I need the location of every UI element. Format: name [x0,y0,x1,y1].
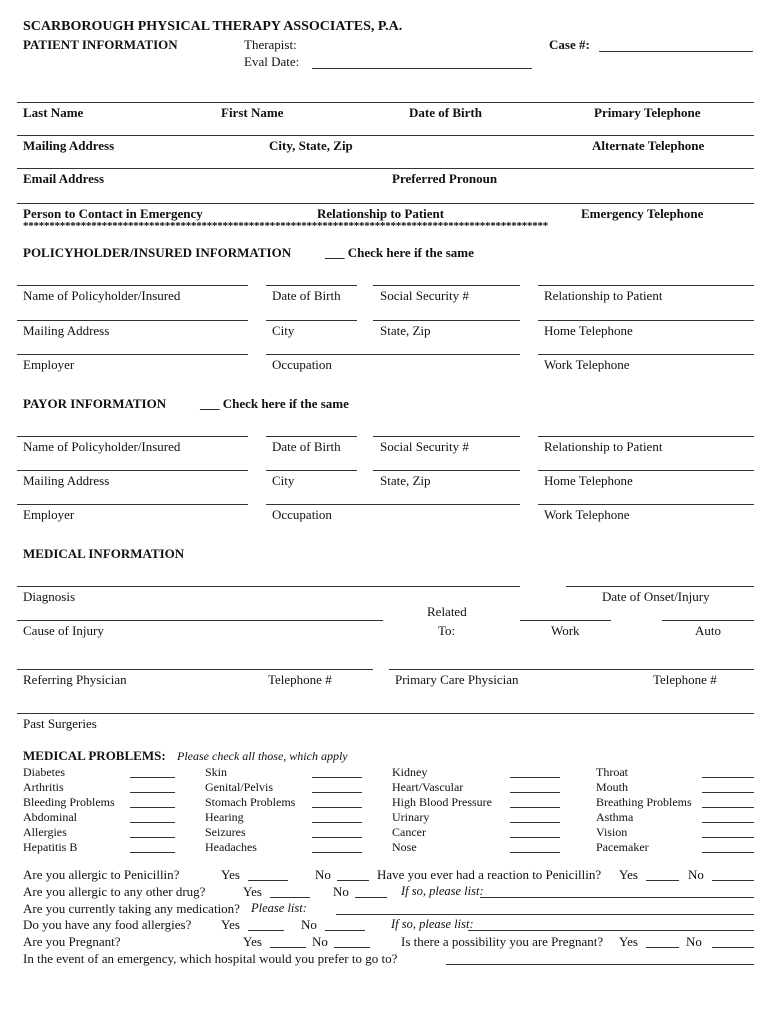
case-label: Case #: [549,37,590,52]
check-headaches[interactable] [312,852,362,853]
q-other-drug-no-field[interactable] [355,897,387,898]
ph-city-line[interactable] [266,320,357,321]
mailing-address-label: Mailing Address [23,138,115,153]
q-reaction-no-label: No [688,867,704,882]
py-mail-line[interactable] [17,470,248,471]
check-mouth[interactable] [702,792,754,793]
practice-name: SCARBOROUGH PHYSICAL THERAPY ASSOCIATES, P.A. [23,19,403,34]
py-homephone-line[interactable] [538,470,754,471]
eval-date-field[interactable] [312,68,532,69]
referring-phone-label: Telephone # [268,672,332,687]
check-vision[interactable] [702,837,754,838]
ph-employer-line[interactable] [17,354,248,355]
q-penicillin-yes-label: Yes [221,867,240,882]
py-statezip-label: State, Zip [380,473,431,488]
py-dob-line[interactable] [266,436,357,437]
relationship-label: Relationship to Patient [317,206,445,221]
eval-date-label: Eval Date: [244,54,300,69]
patient-row-1-line[interactable] [17,102,754,103]
problem-urinary: Urinary [392,810,430,824]
pcp-label: Primary Care Physician [395,672,519,687]
section-title-payor: PAYOR INFORMATION [23,396,167,411]
q-reaction-yes-field[interactable] [646,880,679,881]
py-name-label: Name of Policyholder/Insured [23,439,181,454]
ph-occupation-label: Occupation [272,357,332,372]
q-food-yes-field[interactable] [248,930,284,931]
q-medication: Are you currently taking any medication? [23,901,240,916]
py-homephone-label: Home Telephone [544,473,633,488]
problem-kidney: Kidney [392,765,428,779]
check-asthma[interactable] [702,822,754,823]
py-ssn-line[interactable] [373,436,520,437]
section-title-problems: MEDICAL PROBLEMS: [23,748,166,763]
onset-label: Date of Onset/Injury [602,589,710,604]
problem-diabetes: Diabetes [23,765,65,779]
q-possibility-no-label: No [686,934,702,949]
patient-row-2-line[interactable] [17,135,754,136]
check-hepatitis[interactable] [130,852,175,853]
problem-pacemaker: Pacemaker [596,840,649,854]
asterisk-separator: **************************************************************************************************** [23,220,548,232]
py-dob-label: Date of Birth [272,439,341,454]
py-rel-line[interactable] [538,436,754,437]
alternate-phone-label: Alternate Telephone [592,138,705,153]
py-statezip-line[interactable] [373,470,520,471]
ph-mailing-label: Mailing Address [23,323,110,338]
ph-rel-line[interactable] [538,285,754,286]
ph-dob-line[interactable] [266,285,357,286]
q-pregnant-no-label: No [312,934,328,949]
email-label: Email Address [23,171,105,186]
ph-ssn-label: Social Security # [380,288,469,303]
related-to-label: To: [438,623,456,638]
check-pacemaker[interactable] [702,852,754,853]
py-mailing-label: Mailing Address [23,473,110,488]
ph-ssn-line[interactable] [373,285,520,286]
problem-seizures: Seizures [205,825,246,839]
auto-line[interactable] [662,620,754,621]
py-ssn-label: Social Security # [380,439,469,454]
onset-line[interactable] [566,586,754,587]
check-heart[interactable] [510,792,560,793]
referring-line[interactable] [17,669,373,670]
problem-stomach: Stomach Problems [205,795,296,809]
problem-throat: Throat [596,765,628,779]
check-throat[interactable] [702,777,754,778]
ph-relationship-label: Relationship to Patient [544,288,663,303]
problem-asthma: Asthma [596,810,634,824]
city-state-zip-label: City, State, Zip [269,138,353,153]
py-relationship-label: Relationship to Patient [544,439,663,454]
q-food-list-label: If so, please list: [391,917,474,931]
q-reaction: Have you ever had a reaction to Penicillin? [377,867,602,882]
problem-breathing: Breathing Problems [596,795,692,809]
q-reaction-yes-label: Yes [619,867,638,882]
pcp-phone-label: Telephone # [653,672,717,687]
section-title-medical: MEDICAL INFORMATION [23,546,185,561]
diagnosis-line[interactable] [17,586,520,587]
py-employer-label: Employer [23,507,75,522]
q-other-drug-no-label: No [333,884,349,899]
auto-label: Auto [695,623,721,638]
ph-statezip-label: State, Zip [380,323,431,338]
check-seizures[interactable] [312,837,362,838]
q-possibility-yes-label: Yes [619,934,638,949]
patient-row-3-line[interactable] [17,168,754,169]
last-name-label: Last Name [23,105,84,120]
check-allergies[interactable] [130,837,175,838]
check-hearing[interactable] [312,822,362,823]
q-other-drug-list-label: If so, please list: [401,884,484,898]
problem-blood-pressure: High Blood Pressure [392,795,492,809]
check-blood-pressure[interactable] [510,807,560,808]
q-medication-list-field[interactable] [336,914,754,915]
problem-mouth: Mouth [596,780,629,794]
emergency-phone-label: Emergency Telephone [581,206,704,221]
ph-dob-label: Date of Birth [272,288,341,303]
ph-occupation-line[interactable] [266,354,520,355]
check-bleeding[interactable] [130,807,175,808]
emergency-contact-label: Person to Contact in Emergency [23,206,203,221]
problem-cancer: Cancer [392,825,426,839]
pcp-line[interactable] [389,669,754,670]
section-title-patient: PATIENT INFORMATION [23,37,178,52]
problem-arthritis: Arthritis [23,780,64,794]
cause-label: Cause of Injury [23,623,104,638]
ph-city-label: City [272,323,295,338]
ph-workphone-label: Work Telephone [544,357,630,372]
py-occupation-line[interactable] [266,504,520,505]
referring-label: Referring Physician [23,672,127,687]
q-other-drug-yes-label: Yes [243,884,262,899]
q-medication-list-label: Please list: [251,901,307,915]
ph-homephone-line[interactable] [538,320,754,321]
check-kidney[interactable] [510,777,560,778]
check-arthritis[interactable] [130,792,175,793]
problem-hearing: Hearing [205,810,244,824]
ph-employer-label: Employer [23,357,75,372]
ph-mail-line[interactable] [17,320,248,321]
problems-instructions: Please check all those, which apply [177,749,348,763]
first-name-label: First Name [221,105,284,120]
q-food: Do you have any food allergies? [23,917,192,932]
q-hospital: In the event of an emergency, which hospital would you prefer to go to? [23,951,398,966]
py-workphone-line[interactable] [538,504,754,505]
check-urinary[interactable] [510,822,560,823]
related-label: Related [427,604,467,619]
py-employer-line[interactable] [17,504,248,505]
problem-headaches: Headaches [205,840,257,854]
section-title-policyholder: POLICYHOLDER/INSURED INFORMATION [23,245,292,260]
check-nose[interactable] [510,852,560,853]
ph-workphone-line[interactable] [538,354,754,355]
problem-heart: Heart/Vascular [392,780,464,794]
problem-allergies: Allergies [23,825,67,839]
q-penicillin: Are you allergic to Penicillin? [23,867,180,882]
ph-statezip-line[interactable] [373,320,520,321]
problem-nose: Nose [392,840,417,854]
check-breathing[interactable] [702,807,754,808]
q-pregnant-yes-field[interactable] [270,947,306,948]
primary-phone-label: Primary Telephone [594,105,701,120]
policyholder-check-same[interactable]: ___ Check here if the same [325,245,474,260]
q-food-no-field[interactable] [325,930,365,931]
q-penicillin-no-field[interactable] [337,880,369,881]
problem-genital: Genital/Pelvis [205,780,273,794]
q-pregnant-yes-label: Yes [243,934,262,949]
ph-name-line[interactable] [17,285,248,286]
problem-bleeding: Bleeding Problems [23,795,115,809]
py-occupation-label: Occupation [272,507,332,522]
past-surgeries-label: Past Surgeries [23,716,97,731]
q-other-drug-yes-field[interactable] [270,897,310,898]
py-city-label: City [272,473,295,488]
check-stomach[interactable] [312,807,362,808]
q-other-drug: Are you allergic to any other drug? [23,884,206,899]
q-penicillin-yes-field[interactable] [248,880,288,881]
q-possibility: Is there a possibility you are Pregnant? [401,934,604,949]
check-abdominal[interactable] [130,822,175,823]
dob-label: Date of Birth [409,105,482,120]
q-food-list-field[interactable] [468,930,754,931]
py-city-line[interactable] [266,470,357,471]
q-penicillin-no-label: No [315,867,331,882]
q-pregnant: Are you Pregnant? [23,934,121,949]
check-cancer[interactable] [510,837,560,838]
work-label: Work [551,623,580,638]
q-reaction-no-field[interactable] [712,880,754,881]
payor-check-same[interactable]: ___ Check here if the same [200,396,349,411]
case-number-field[interactable] [599,51,753,52]
ph-homephone-label: Home Telephone [544,323,633,338]
py-name-line[interactable] [17,436,248,437]
q-food-no-label: No [301,917,317,932]
q-other-drug-list-field[interactable] [480,897,754,898]
patient-row-4-line[interactable] [17,203,754,204]
pronoun-label: Preferred Pronoun [392,171,498,186]
work-line[interactable] [520,620,611,621]
q-hospital-field[interactable] [446,964,754,965]
q-possibility-yes-field[interactable] [646,947,679,948]
therapist-label: Therapist: [244,37,297,52]
q-possibility-no-field[interactable] [712,947,754,948]
problem-hepatitis: Hepatitis B [23,840,78,854]
cause-line[interactable] [17,620,383,621]
check-diabetes[interactable] [130,777,175,778]
check-skin[interactable] [312,777,362,778]
diagnosis-label: Diagnosis [23,589,75,604]
py-workphone-label: Work Telephone [544,507,630,522]
q-food-yes-label: Yes [221,917,240,932]
check-genital[interactable] [312,792,362,793]
past-surgeries-line[interactable] [17,713,754,714]
problem-abdominal: Abdominal [23,810,77,824]
problem-vision: Vision [596,825,628,839]
q-pregnant-no-field[interactable] [334,947,370,948]
ph-name-label: Name of Policyholder/Insured [23,288,181,303]
problem-skin: Skin [205,765,228,779]
